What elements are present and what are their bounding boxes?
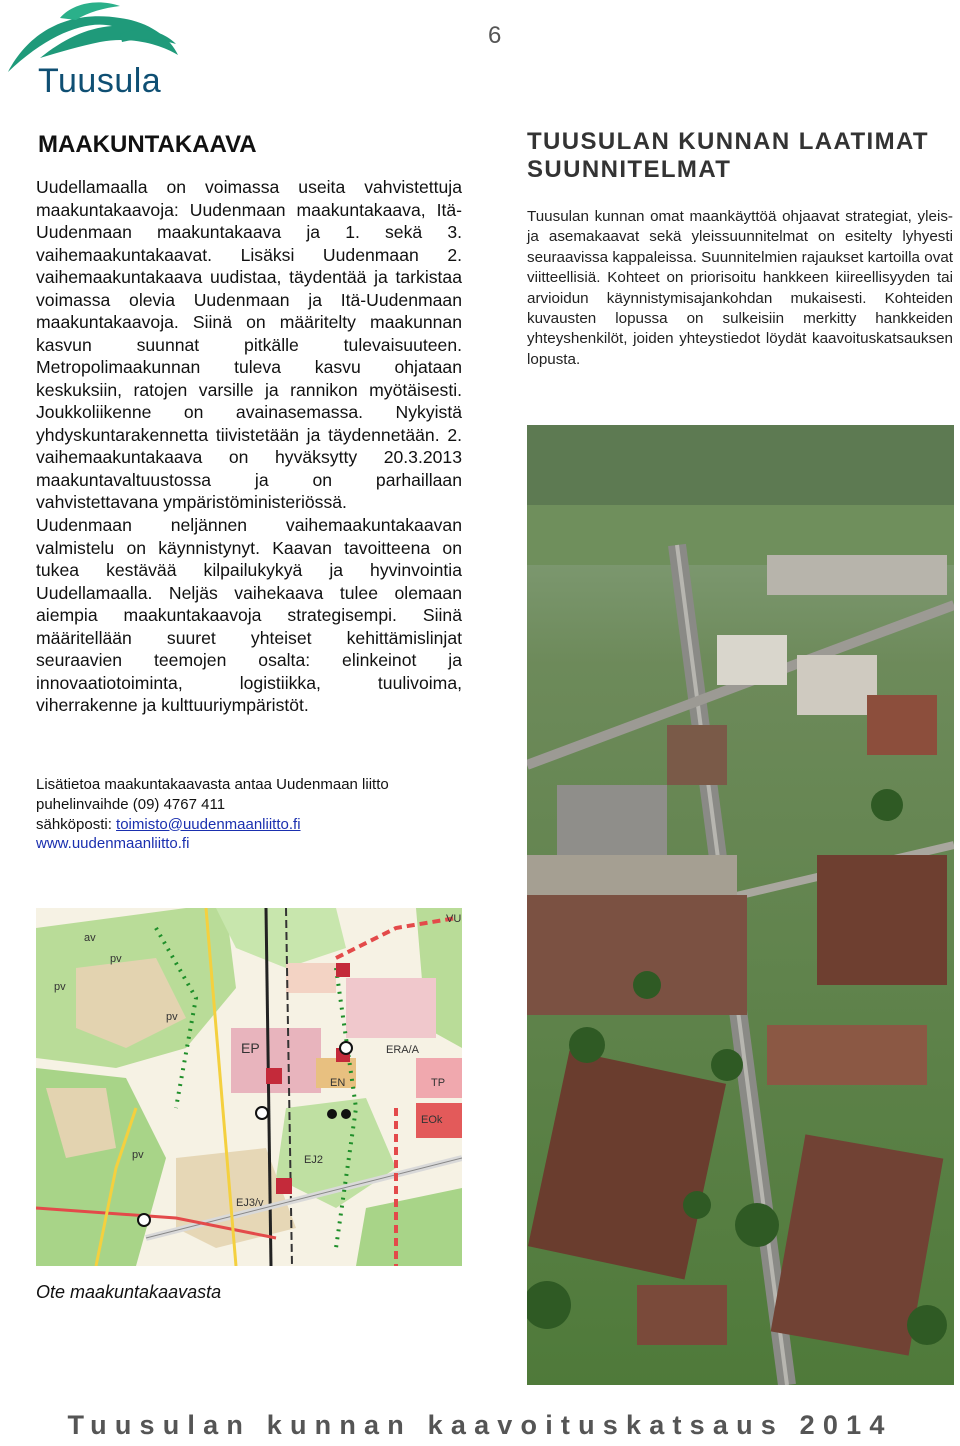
email-link[interactable]: toimisto@uudenmaanliitto.fi xyxy=(116,815,301,833)
contact-line-1: Lisätietoa maakuntakaavasta antaa Uudenmaan liitto xyxy=(36,776,389,793)
maakuntakaava-paragraph-2: Uudenmaan neljännen vaihemaakuntakaavan valmistelu on käynnistynyt. Kaavan tavoitteena on tukea kestävää kilpailukykyä ja hyvinvointia Uudellamaalla. Neljäs vaihekaava tulee olemaan aiempia maakuntakaavoja strategisempi. Siinä määritellään suuret yhteiset kehittämislinjat seuraavien teemojen osalta: elinkeinot ja innovaatiotoiminta, logistiikka, tuulivoima, viherrakenne ja kulttuuriympäristöt. xyxy=(36,515,462,715)
map-label: EJ3/v xyxy=(236,1197,264,1209)
map-caption: Ote maakuntakaavasta xyxy=(36,1282,222,1302)
section-heading-maakuntakaava: MAAKUNTAKAAVA xyxy=(38,131,257,158)
aerial-photo-image xyxy=(527,425,954,1385)
map-label: pv xyxy=(166,1011,178,1023)
web-link[interactable]: www.uudenmaanliitto.fi xyxy=(36,835,190,853)
footer-title: Tuusulan kunnan kaavoituskatsaus 2014 xyxy=(67,1410,893,1440)
map-label: ERA/A xyxy=(386,1044,420,1056)
map-label: EOk xyxy=(421,1114,443,1126)
aerial-photo xyxy=(527,425,954,1385)
map-label: av xyxy=(84,932,96,944)
map-label: pv xyxy=(132,1149,144,1161)
contact-info xyxy=(36,775,476,854)
map-label: EJ2 xyxy=(304,1154,323,1166)
logo-wordmark: Tuusula xyxy=(38,62,162,100)
suunnitelmat-paragraph: Tuusulan kunnan omat maankäyttöä ohjaavat strategiat, yleis- ja asemakaavat sekä yleissuunnitelmat on esitelty lyhyesti seuraavissa kappaleissa. Suunnitelmien rajaukset kartoilla ovat viitteellisiä. Kohteet on priorisoitu hankkeen kiireellisyyden tai arvioidun käynnistymisajankohdan mukaisesti. Kohteiden kuvausten lopussa on sulkeisiin merkitty hankkeiden yhteyshenkilöt, joiden yhteystiedot löydät kaavoituskatsauksen lopusta. xyxy=(527,208,953,368)
regional-plan-map xyxy=(36,908,462,1266)
map-label: EP xyxy=(241,1040,260,1056)
map-label: TP xyxy=(431,1077,446,1089)
page-number: 6 xyxy=(488,22,502,49)
section-heading-suunnitelmat: TUUSULAN KUNNAN LAATIMAT SUUNNITELMAT xyxy=(527,128,929,183)
email-label: sähköposti: xyxy=(36,815,117,833)
maakuntakaava-paragraph-1: Uudellamaalla on voimassa useita vahvistettuja maakuntakaavoja: Uudenmaan maakuntakaava, Itä-Uudenmaan maakuntakaava ja 1. sekä 3. vaihemaakuntakaavat. Lisäksi Uudenmaan 2. vaihemaakuntakaava uudistaa, täydentää ja tarkistaa voimassa olevia Uudenmaan ja Itä-Uudenmaan maakuntakaavoja. Siinä on määritelty maakunnan kasvun suunnat pitkälle tulevaisuuteen. Metropolimaakunnan tuleva kasvu ohjataan keskuksiin, ratojen varsille ja rannikon myötäisesti. Joukkoliikenne on avainasemassa. Nykyistä yhdyskuntarakennetta tiivistetään ja täydennetään. 2. vaihemaakuntakaava on hyväksytty 20.3.2013 maakuntavaltuustossa ja on parhaillaan vahvistettavana ympäristöministeriössä. xyxy=(36,177,462,512)
map-label: pv xyxy=(54,981,66,993)
map-label: EN xyxy=(330,1077,346,1089)
contact-email-line xyxy=(36,815,476,835)
map-label: pv xyxy=(110,953,122,965)
contact-phone: puhelinvaihde (09) 4767 411 xyxy=(36,795,226,813)
map-image xyxy=(36,908,462,1266)
map-label: VU xyxy=(446,913,462,925)
